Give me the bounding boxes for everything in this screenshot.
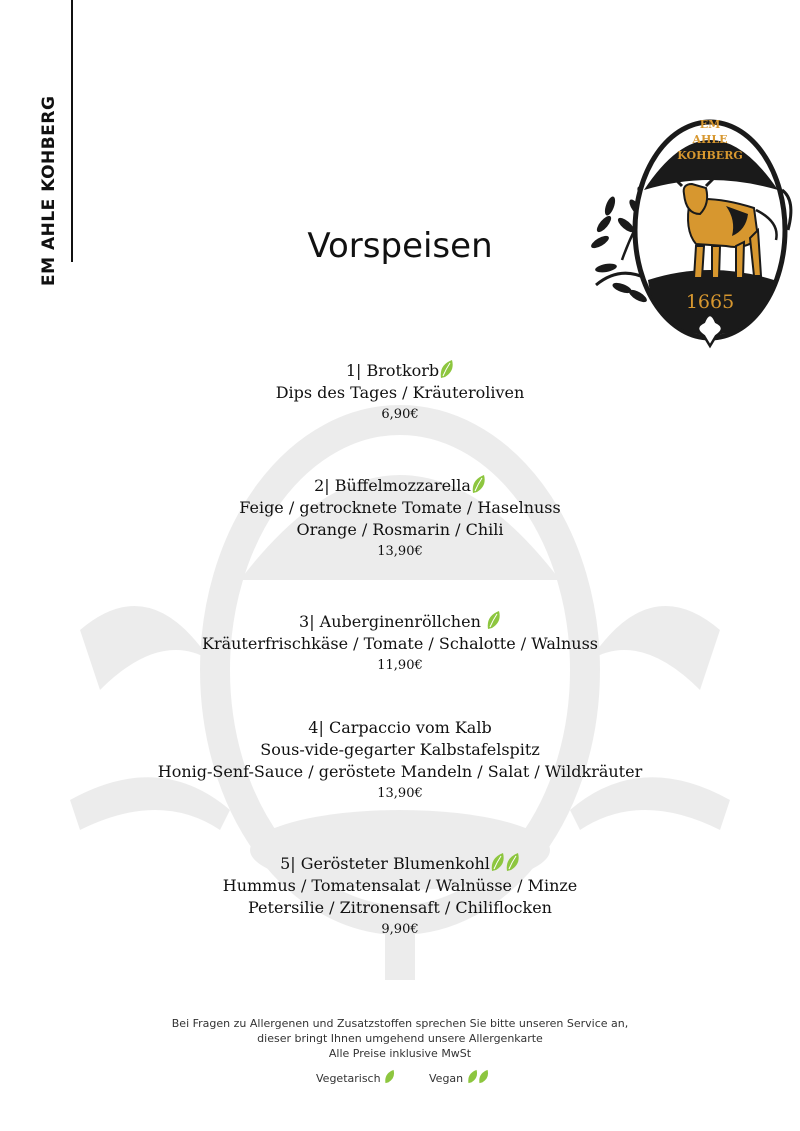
legend-vegetarian	[316, 1069, 395, 1085]
side-brand-text: EM AHLE KOHBERG	[39, 95, 59, 286]
vegetarian-leaf-icon	[439, 359, 454, 379]
dish-price: 13,90€	[377, 786, 423, 801]
dish-description: Petersilie / Zitronensaft / Chiliflocken	[248, 898, 552, 917]
footer-line: Alle Preise inklusive MwSt	[328, 1047, 472, 1060]
dish-5	[0, 852, 800, 940]
dish-1	[0, 359, 800, 425]
legend-vegan-label: Vegan	[429, 1072, 464, 1085]
legend-vegetarian-label: Vegetarisch	[316, 1072, 381, 1085]
dish-name: 1| Brotkorb	[345, 361, 440, 380]
vegan-leaves-icon	[490, 852, 520, 872]
logo-year: 1665	[685, 291, 735, 313]
dish-name: 3| Auberginenröllchen	[299, 612, 481, 631]
dish-price: 11,90€	[377, 658, 423, 673]
dish-price: 9,90€	[381, 922, 419, 937]
page-title: Vorspeisen	[307, 226, 493, 266]
dish-description: Orange / Rosmarin / Chili	[296, 520, 504, 539]
legend-vegan	[429, 1069, 489, 1085]
dish-name: 2| Büffelmozzarella	[314, 476, 471, 495]
logo-text-kohberg: KOHBERG	[677, 149, 743, 162]
dish-description: Kräuterfrischkäse / Tomate / Schalotte / Walnuss	[201, 634, 598, 653]
dish-description: Sous-vide-gegarter Kalbstafelspitz	[260, 740, 540, 759]
dish-4	[0, 717, 800, 804]
vegetarian-leaf-icon	[471, 474, 486, 494]
dish-description: Dips des Tages / Kräuteroliven	[275, 383, 525, 402]
dish-description: Feige / getrocknete Tomate / Haselnuss	[239, 498, 561, 517]
vegan-leaves-icon	[467, 1069, 489, 1084]
footer-line: dieser bringt Ihnen umgehend unsere Allergenkarte	[257, 1032, 543, 1045]
logo-text-em: EM	[699, 118, 721, 131]
dish-name: 5| Gerösteter Blumenkohl	[280, 854, 490, 873]
dish-price: 13,90€	[377, 544, 423, 559]
dish-price: 6,90€	[381, 407, 419, 422]
dish-description: Honig-Senf-Sauce / geröstete Mandeln / Salat / Wildkräuter	[157, 762, 643, 781]
allergen-footer	[0, 1016, 800, 1061]
logo-text-ahle: AHLE	[692, 133, 728, 146]
side-divider-line	[71, 0, 73, 262]
dish-description: Hummus / Tomatensalat / Walnüsse / Minze	[222, 876, 578, 895]
dish-name: 4| Carpaccio vom Kalb	[308, 718, 492, 737]
dish-2	[0, 474, 800, 562]
footer-line: Bei Fragen zu Allergenen und Zusatzstoffen sprechen Sie bitte unseren Service an,	[171, 1017, 629, 1030]
vegetarian-leaf-icon	[384, 1069, 395, 1084]
vegetarian-leaf-icon	[486, 610, 501, 630]
dish-3	[0, 610, 800, 676]
